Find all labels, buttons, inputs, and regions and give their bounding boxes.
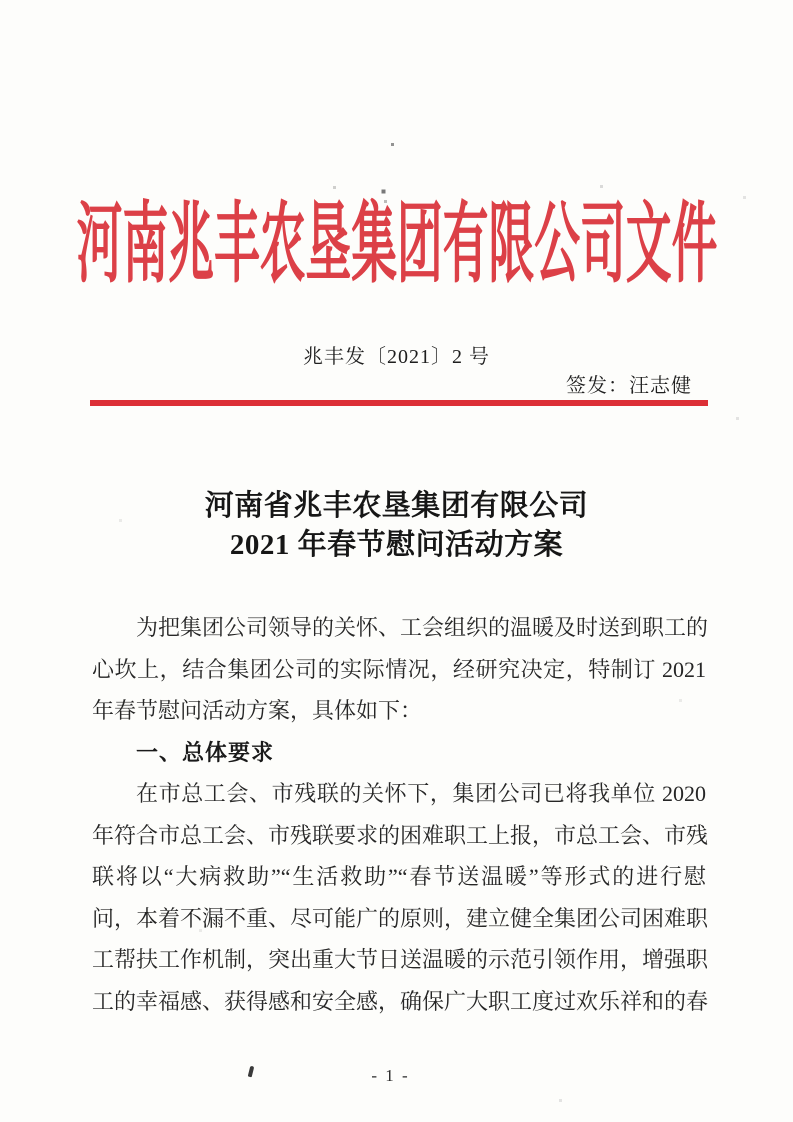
section-heading: 一、总体要求 — [136, 739, 275, 765]
body-line-2: 心坎上，结合集团公司的实际情况，经研究决定，特制订 2021 — [92, 656, 706, 682]
body-line-9: 工帮扶工作机制，突出重大节日送温暖的示范引领作用，增强职 — [92, 947, 709, 972]
body-line-3: 年春节慰问活动方案，具体如下： — [92, 698, 423, 723]
letterhead-title: 河南兆丰农垦集团有限公司文件 — [76, 197, 717, 294]
issuer-line: 签发：汪志健 — [566, 375, 692, 397]
red-divider-line — [90, 400, 708, 406]
scan-ink-mark — [248, 1066, 255, 1078]
body-line-6: 年符合市总工会、市残联要求的困难职工上报，市总工会、市残 — [92, 822, 709, 848]
body-line-10: 工的幸福感、获得感和安全感，确保广大职工度过欢乐祥和的春 — [92, 988, 709, 1014]
body-line-1: 为把集团公司领导的关怀、工会组织的温暖及时送到职工的 — [136, 615, 709, 640]
letterhead — [0, 190, 793, 302]
document-title-line2: 2021 年春节慰问活动方案 — [229, 529, 564, 561]
document-title-line1: 河南省兆丰农垦集团有限公司 — [204, 490, 589, 522]
document-body — [92, 607, 709, 1022]
document-number: 兆丰发〔2021〕2 号 — [303, 346, 490, 368]
body-line-7: 联将以“大病救助”“生活救助”“春节送温暖”等形式的进行慰 — [92, 864, 706, 889]
body-line-8: 问，本着不漏不重、尽可能广的原则，建立健全集团公司困难职 — [92, 905, 709, 931]
scan-speckles — [0, 0, 1, 1]
page-number: - 1 - — [371, 1066, 410, 1085]
document-title — [0, 487, 793, 565]
body-line-5: 在市总工会、市残联的关怀下，集团公司已将我单位 2020 — [136, 781, 706, 806]
